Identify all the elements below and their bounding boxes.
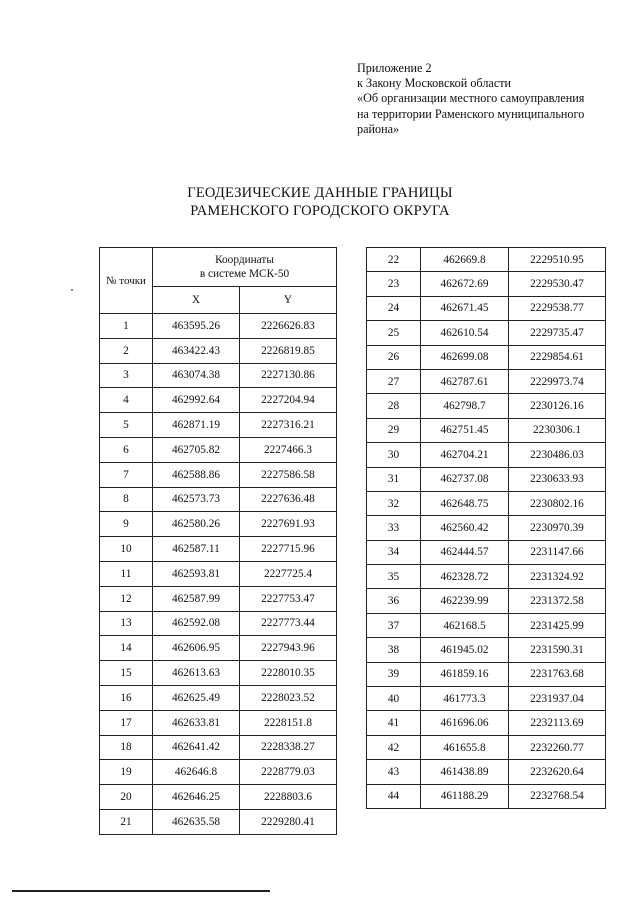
y-coordinate-cell: 2227943.96: [240, 636, 337, 661]
title-line-2: РАМЕНСКОГО ГОРОДСКОГО ОКРУГА: [190, 203, 450, 219]
point-number-cell: 24: [367, 296, 421, 320]
table-row: [100, 363, 337, 388]
point-number-cell: 10: [100, 537, 153, 562]
y-coordinate-cell: 2232260.77: [509, 735, 606, 759]
y-coordinate-cell: 2231372.58: [509, 589, 606, 613]
x-coordinate-cell: 462635.58: [153, 809, 240, 834]
x-coordinate-cell: 462328.72: [421, 565, 509, 589]
table-row: [100, 661, 337, 686]
table-row: [367, 491, 606, 515]
x-coordinate-cell: 462560.42: [421, 516, 509, 540]
y-coordinate-cell: 2227586.58: [240, 462, 337, 487]
point-number-cell: 33: [367, 516, 421, 540]
table-row: [367, 711, 606, 735]
table-row: [367, 565, 606, 589]
y-coordinate-cell: 2230970.39: [509, 516, 606, 540]
table-row: [100, 537, 337, 562]
x-coordinate-cell: 463595.26: [153, 314, 240, 339]
point-number-cell: 18: [100, 735, 153, 760]
x-coordinate-cell: 462798.7: [421, 394, 509, 418]
x-coordinate-cell: 463422.43: [153, 338, 240, 363]
y-coordinate-cell: 2231937.04: [509, 687, 606, 711]
x-coordinate-cell: 461945.02: [421, 638, 509, 662]
table-row: [100, 487, 337, 512]
table-row: [367, 687, 606, 711]
table-row: [100, 413, 337, 438]
x-coordinate-cell: 462705.82: [153, 437, 240, 462]
point-number-cell: 41: [367, 711, 421, 735]
table-row: [100, 437, 337, 462]
y-coordinate-cell: 2231324.92: [509, 565, 606, 589]
x-coordinate-cell: 462641.42: [153, 735, 240, 760]
point-number-cell: 13: [100, 611, 153, 636]
point-number-cell: 30: [367, 443, 421, 467]
y-coordinate-cell: 2230306.1: [509, 418, 606, 442]
point-number-cell: 17: [100, 710, 153, 735]
table-row: [367, 345, 606, 369]
table-row: [100, 611, 337, 636]
x-coordinate-cell: 462444.57: [421, 540, 509, 564]
table-row: [100, 735, 337, 760]
point-number-cell: 36: [367, 589, 421, 613]
x-coordinate-cell: 462587.11: [153, 537, 240, 562]
table-row: [367, 394, 606, 418]
point-number-cell: 5: [100, 413, 153, 438]
table-row: [367, 613, 606, 637]
table-row: [367, 248, 606, 272]
y-coordinate-cell: 2229510.95: [509, 248, 606, 272]
header-y: Y: [240, 287, 337, 314]
x-coordinate-cell: 462573.73: [153, 487, 240, 512]
point-number-cell: 21: [100, 809, 153, 834]
point-number-cell: 19: [100, 760, 153, 785]
table-row: [367, 735, 606, 759]
y-coordinate-cell: 2226626.83: [240, 314, 337, 339]
point-number-cell: 12: [100, 586, 153, 611]
table-row: [100, 586, 337, 611]
y-coordinate-cell: 2231590.31: [509, 638, 606, 662]
point-number-cell: 11: [100, 561, 153, 586]
table-row: [100, 710, 337, 735]
table-row: [100, 785, 337, 810]
table-row: [367, 418, 606, 442]
appendix-line: Приложение 2: [357, 61, 432, 75]
appendix-note: [357, 61, 627, 137]
y-coordinate-cell: 2228151.8: [240, 710, 337, 735]
y-coordinate-cell: 2227204.94: [240, 388, 337, 413]
y-coordinate-cell: 2231763.68: [509, 662, 606, 686]
coordinates-table-left: [99, 247, 337, 835]
y-coordinate-cell: 2227316.21: [240, 413, 337, 438]
point-number-cell: 1: [100, 314, 153, 339]
y-coordinate-cell: 2231147.66: [509, 540, 606, 564]
x-coordinate-cell: 462613.63: [153, 661, 240, 686]
point-number-cell: 31: [367, 467, 421, 491]
table-row: [100, 809, 337, 834]
y-coordinate-cell: 2229538.77: [509, 296, 606, 320]
table-row: [100, 314, 337, 339]
x-coordinate-cell: 462751.45: [421, 418, 509, 442]
point-number-cell: 39: [367, 662, 421, 686]
y-coordinate-cell: 2230126.16: [509, 394, 606, 418]
table-row: [100, 338, 337, 363]
y-coordinate-cell: 2228779.03: [240, 760, 337, 785]
point-number-cell: 7: [100, 462, 153, 487]
y-coordinate-cell: 2230486.03: [509, 443, 606, 467]
y-coordinate-cell: 2232113.69: [509, 711, 606, 735]
point-number-cell: 16: [100, 685, 153, 710]
y-coordinate-cell: 2230802.16: [509, 491, 606, 515]
x-coordinate-cell: 461655.8: [421, 735, 509, 759]
point-number-cell: 40: [367, 687, 421, 711]
x-coordinate-cell: 462646.8: [153, 760, 240, 785]
x-coordinate-cell: 462625.49: [153, 685, 240, 710]
point-number-cell: 23: [367, 272, 421, 296]
x-coordinate-cell: 462699.08: [421, 345, 509, 369]
point-number-cell: 15: [100, 661, 153, 686]
y-coordinate-cell: 2228338.27: [240, 735, 337, 760]
table-row: [100, 760, 337, 785]
x-coordinate-cell: 461188.29: [421, 784, 509, 808]
point-number-cell: 27: [367, 369, 421, 393]
y-coordinate-cell: 2229735.47: [509, 321, 606, 345]
title-line-1: ГЕОДЕЗИЧЕСКИЕ ДАННЫЕ ГРАНИЦЫ: [187, 185, 453, 201]
x-coordinate-cell: 462992.64: [153, 388, 240, 413]
point-number-cell: 26: [367, 345, 421, 369]
point-number-cell: 9: [100, 512, 153, 537]
y-coordinate-cell: 2229280.41: [240, 809, 337, 834]
x-coordinate-cell: 462737.08: [421, 467, 509, 491]
y-coordinate-cell: 2228023.52: [240, 685, 337, 710]
x-coordinate-cell: 462593.81: [153, 561, 240, 586]
table-row: [367, 516, 606, 540]
table-row: [367, 272, 606, 296]
y-coordinate-cell: 2227725.4: [240, 561, 337, 586]
x-coordinate-cell: 462606.95: [153, 636, 240, 661]
table-row: [367, 784, 606, 808]
table-row: [100, 636, 337, 661]
x-coordinate-cell: 462239.99: [421, 589, 509, 613]
y-coordinate-cell: 2229973.74: [509, 369, 606, 393]
scan-speck: [71, 289, 73, 291]
y-coordinate-cell: 2227691.93: [240, 512, 337, 537]
header-coordinates-line-2: в системе МСК-50: [199, 268, 290, 280]
point-number-cell: 44: [367, 784, 421, 808]
table-row: [367, 443, 606, 467]
point-number-cell: 25: [367, 321, 421, 345]
point-number-cell: 8: [100, 487, 153, 512]
y-coordinate-cell: 2229854.61: [509, 345, 606, 369]
table-row: [367, 369, 606, 393]
table-row: [367, 589, 606, 613]
point-number-cell: 28: [367, 394, 421, 418]
y-coordinate-cell: 2226819.85: [240, 338, 337, 363]
x-coordinate-cell: 462168.5: [421, 613, 509, 637]
table-row: [367, 467, 606, 491]
x-coordinate-cell: 461696.06: [421, 711, 509, 735]
y-coordinate-cell: 2230633.93: [509, 467, 606, 491]
x-coordinate-cell: 462704.21: [421, 443, 509, 467]
appendix-line: «Об организации местного самоуправления: [357, 91, 585, 106]
table-row: [100, 388, 337, 413]
point-number-cell: 43: [367, 760, 421, 784]
x-coordinate-cell: 462671.45: [421, 296, 509, 320]
header-point-number: № точки: [100, 248, 153, 314]
point-number-cell: 3: [100, 363, 153, 388]
y-coordinate-cell: 2229530.47: [509, 272, 606, 296]
y-coordinate-cell: 2227773.44: [240, 611, 337, 636]
table-row: [100, 685, 337, 710]
x-coordinate-cell: 461438.89: [421, 760, 509, 784]
point-number-cell: 37: [367, 613, 421, 637]
table-row: [100, 462, 337, 487]
appendix-line: к Закону Московской области: [357, 76, 512, 91]
table-row: [367, 638, 606, 662]
y-coordinate-cell: 2232620.64: [509, 760, 606, 784]
appendix-line: района»: [357, 121, 400, 136]
point-number-cell: 38: [367, 638, 421, 662]
x-coordinate-cell: 462646.25: [153, 785, 240, 810]
document-title: [0, 184, 640, 220]
x-coordinate-cell: 461859.16: [421, 662, 509, 686]
x-coordinate-cell: 462648.75: [421, 491, 509, 515]
y-coordinate-cell: 2231425.99: [509, 613, 606, 637]
header-coordinates-line-1: Координаты: [215, 254, 274, 266]
x-coordinate-cell: 462787.61: [421, 369, 509, 393]
point-number-cell: 29: [367, 418, 421, 442]
x-coordinate-cell: 462588.86: [153, 462, 240, 487]
coordinates-table-right: [366, 247, 606, 809]
header-coordinates: [153, 248, 337, 287]
point-number-cell: 20: [100, 785, 153, 810]
x-coordinate-cell: 462633.81: [153, 710, 240, 735]
x-coordinate-cell: 462587.99: [153, 586, 240, 611]
appendix-line: на территории Раменского муниципального: [357, 106, 585, 121]
table-row: [367, 296, 606, 320]
x-coordinate-cell: 462871.19: [153, 413, 240, 438]
x-coordinate-cell: 462672.69: [421, 272, 509, 296]
table-row: [367, 662, 606, 686]
table-row: [100, 561, 337, 586]
x-coordinate-cell: 462580.26: [153, 512, 240, 537]
y-coordinate-cell: 2227753.47: [240, 586, 337, 611]
table-row: [100, 512, 337, 537]
x-coordinate-cell: 462610.54: [421, 321, 509, 345]
point-number-cell: 2: [100, 338, 153, 363]
table-row: [367, 760, 606, 784]
point-number-cell: 22: [367, 248, 421, 272]
x-coordinate-cell: 462669.8: [421, 248, 509, 272]
footer-rule: [12, 890, 270, 892]
y-coordinate-cell: 2227130.86: [240, 363, 337, 388]
y-coordinate-cell: 2227636.48: [240, 487, 337, 512]
point-number-cell: 6: [100, 437, 153, 462]
y-coordinate-cell: 2228010.35: [240, 661, 337, 686]
point-number-cell: 32: [367, 491, 421, 515]
y-coordinate-cell: 2227466.3: [240, 437, 337, 462]
point-number-cell: 35: [367, 565, 421, 589]
point-number-cell: 42: [367, 735, 421, 759]
x-coordinate-cell: 463074.38: [153, 363, 240, 388]
point-number-cell: 4: [100, 388, 153, 413]
y-coordinate-cell: 2227715.96: [240, 537, 337, 562]
header-x: X: [153, 287, 240, 314]
y-coordinate-cell: 2232768.54: [509, 784, 606, 808]
y-coordinate-cell: 2228803.6: [240, 785, 337, 810]
table-row: [367, 321, 606, 345]
point-number-cell: 14: [100, 636, 153, 661]
point-number-cell: 34: [367, 540, 421, 564]
table-row: [367, 540, 606, 564]
x-coordinate-cell: 461773.3: [421, 687, 509, 711]
x-coordinate-cell: 462592.08: [153, 611, 240, 636]
